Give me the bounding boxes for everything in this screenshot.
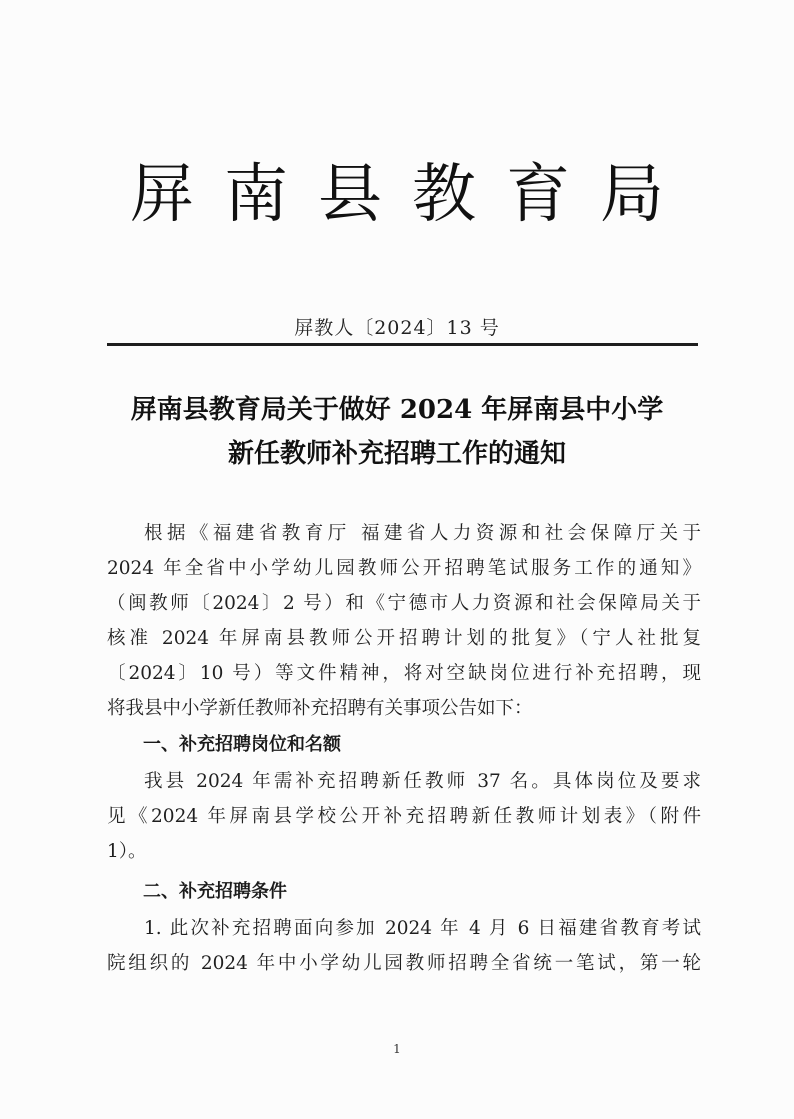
intro-line-5: 〔2024〕10 号）等文件精神，将对空缺岗位进行补充招聘，现 (107, 663, 701, 684)
intro-line-4: 核准 2024 年屏南县教师公开招聘计划的批复》（宁人社批复 (107, 628, 701, 649)
notice-title-line-2: 新任教师补充招聘工作的通知 (227, 439, 566, 469)
section-1-paragraph (107, 764, 701, 869)
section-2-paragraph (107, 911, 701, 981)
section-2-line-2: 院组织的 2024 年中小学幼儿园教师招聘全省统一笔试，第一轮 (107, 953, 701, 974)
intro-paragraph (107, 516, 701, 726)
notice-title-line-1: 屏南县教育局关于做好 2024 年屏南县中小学 (130, 395, 664, 425)
section-2-heading: 二、补充招聘条件 (143, 881, 287, 902)
intro-line-3: （闽教师〔2024〕2 号）和《宁德市人力资源和社会保障局关于 (107, 593, 701, 614)
organization-title: 屏南县教育局 (130, 158, 694, 232)
section-1-line-1: 我县 2024 年需补充招聘新任教师 37 名。具体岗位及要求 (144, 771, 701, 792)
header-divider (107, 343, 698, 346)
intro-line-2: 2024 年全省中小学幼儿园教师公开招聘笔试服务工作的通知》 (107, 558, 701, 579)
section-1-line-2: 见《2024 年屏南县学校公开补充招聘新任教师计划表》（附件 (107, 806, 701, 827)
section-1-line-3: 1）。 (107, 841, 147, 862)
document-number: 屏教人〔2024〕13 号 (294, 317, 500, 339)
page-number: 1 (393, 1042, 401, 1056)
intro-line-1: 根据《福建省教育厅 福建省人力资源和社会保障厅关于 (144, 523, 701, 544)
intro-line-6: 将我县中小学新任教师补充招聘有关事项公告如下： (107, 698, 533, 719)
notice-title (90, 388, 704, 476)
section-2-line-1: 1. 此次补充招聘面向参加 2024 年 4 月 6 日福建省教育考试 (144, 918, 701, 939)
notice-body (107, 516, 701, 981)
section-1-heading: 一、补充招聘岗位和名额 (143, 734, 341, 755)
